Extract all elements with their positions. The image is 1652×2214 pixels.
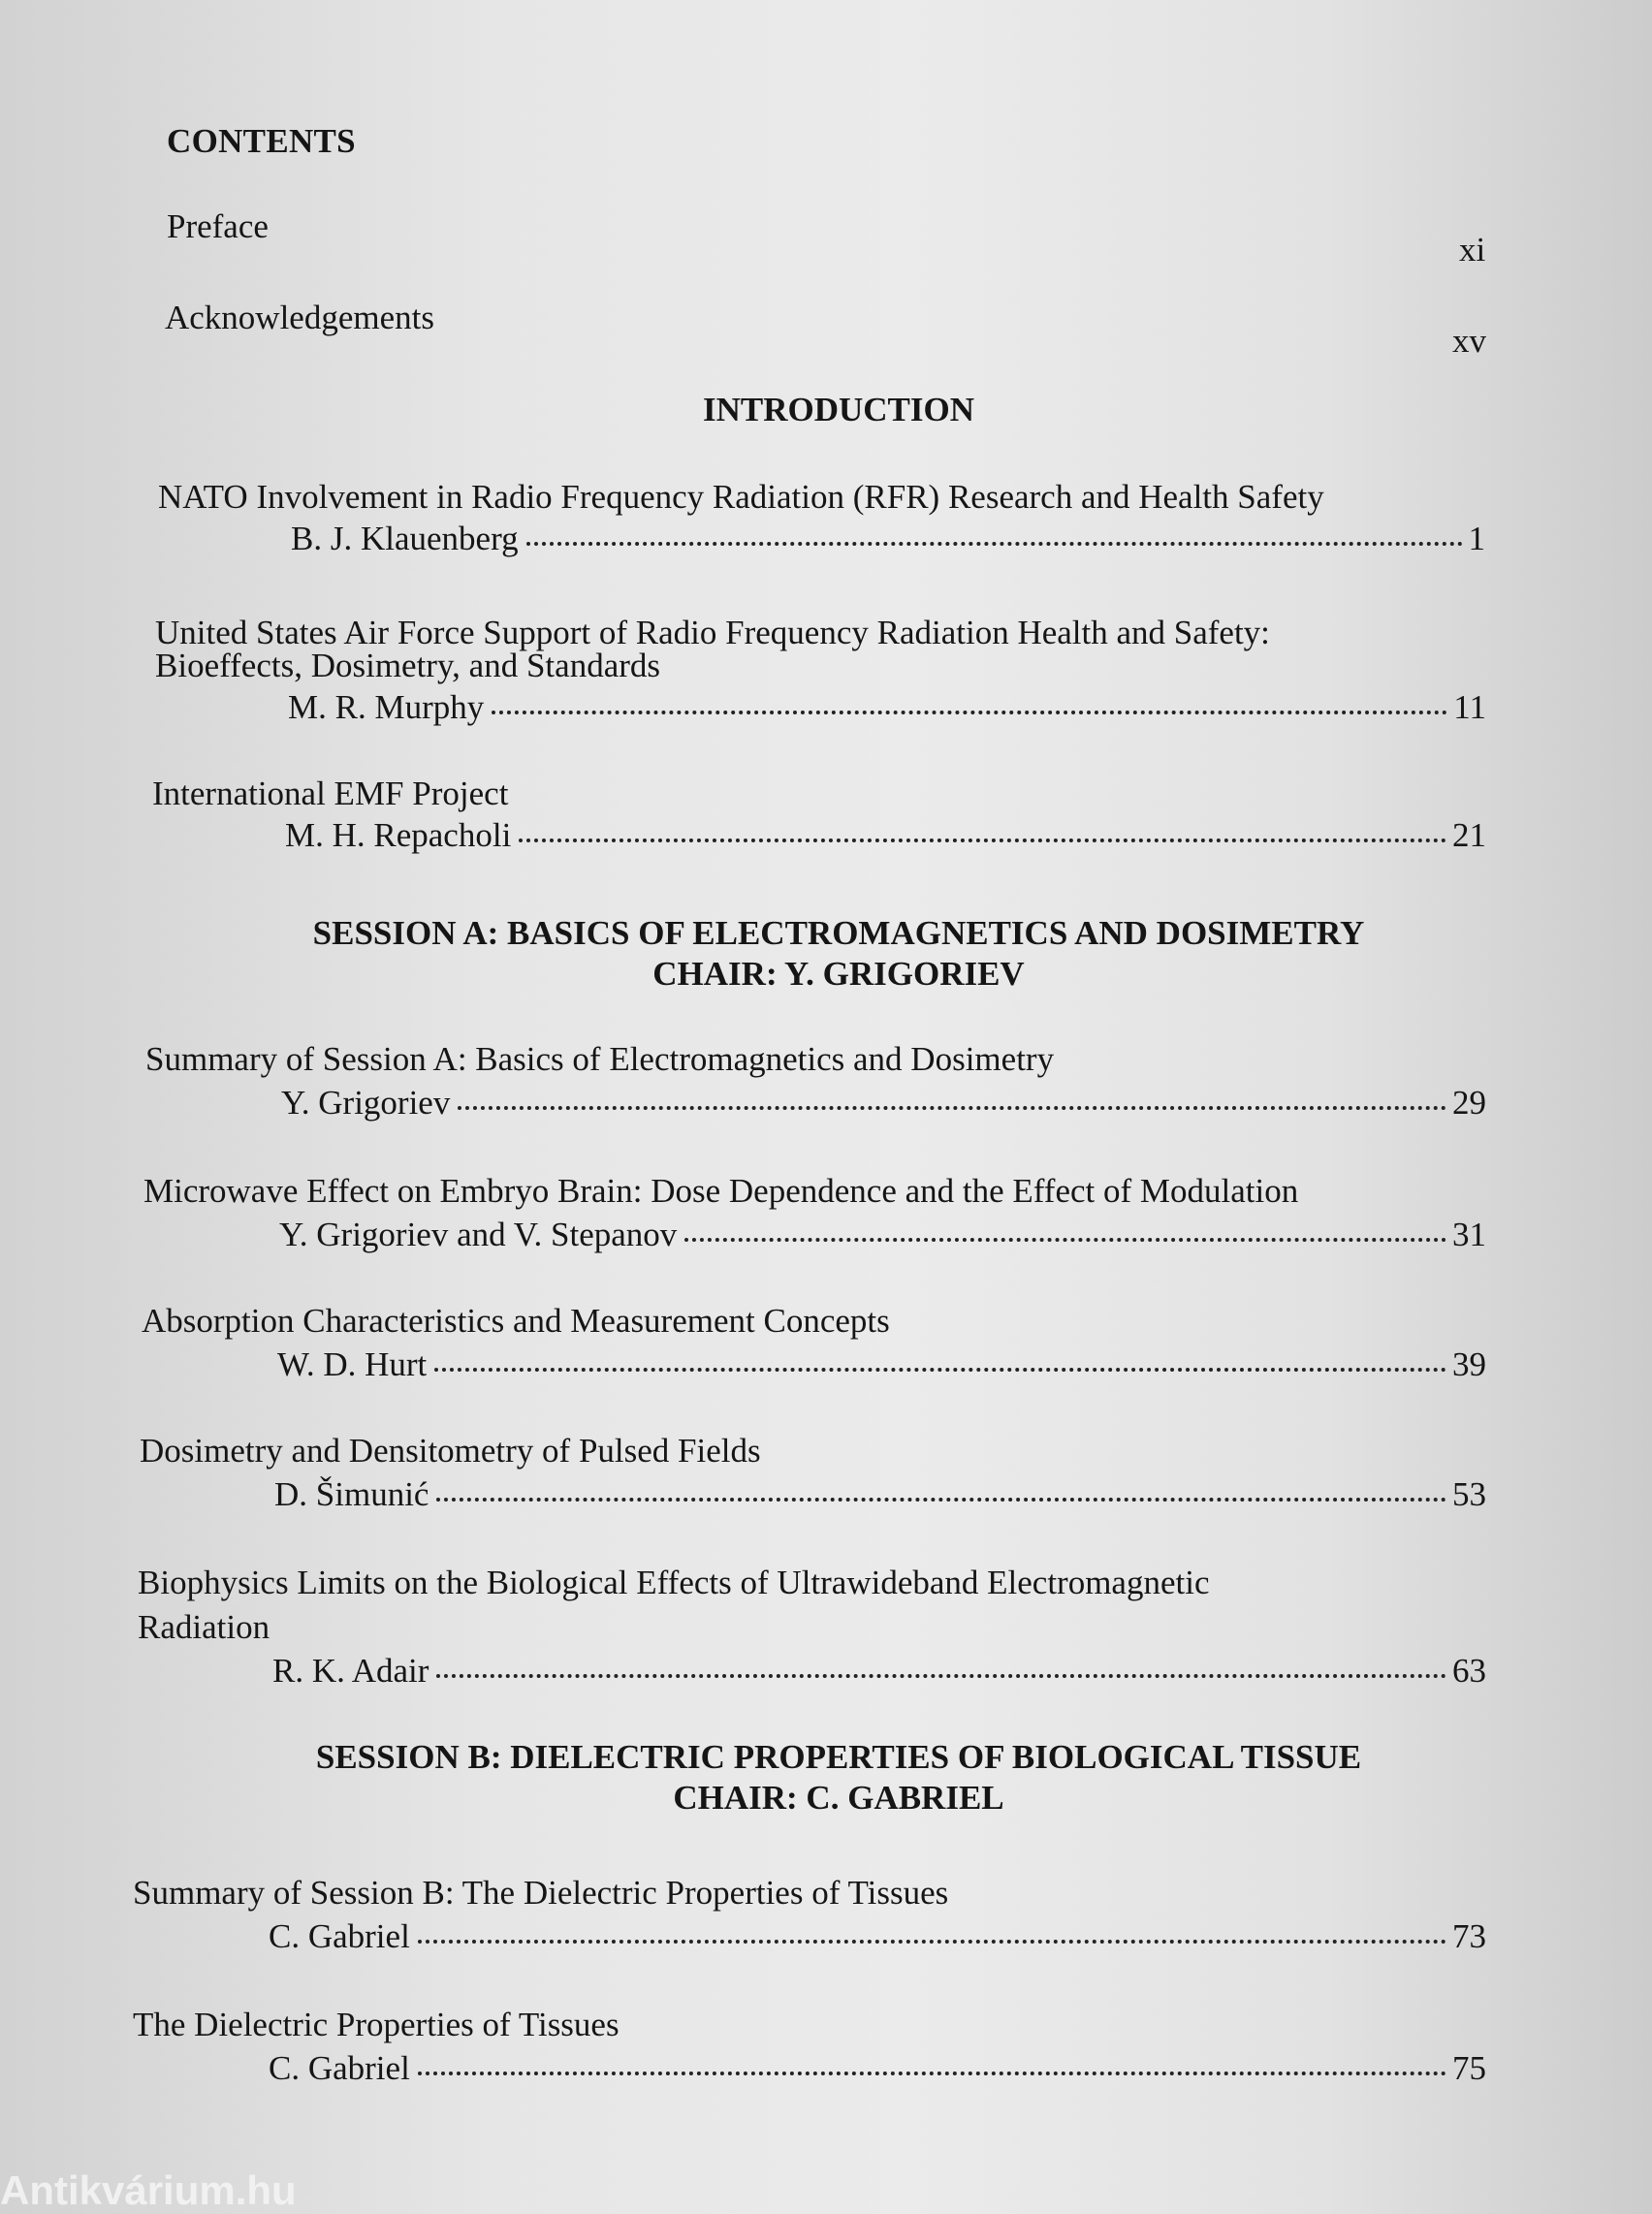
entry-title: Summary of Session B: The Dielectric Properties of Tissues [133, 1874, 949, 1912]
section-heading-introduction [136, 390, 1541, 430]
entry-title: International EMF Project [152, 775, 509, 812]
entry-author-row [279, 1214, 1486, 1256]
entry-author-row [274, 1473, 1486, 1516]
entry-title: Microwave Effect on Embryo Brain: Dose Dependence and the Effect of Modulation [143, 1172, 1299, 1210]
entry-title: Summary of Session A: Basics of Electromagnetics and Dosimetry [145, 1040, 1055, 1078]
dot-leader [436, 1674, 1446, 1678]
front-matter-page: xv [1452, 322, 1486, 360]
entry-page-number: 31 [1452, 1216, 1486, 1253]
dot-leader [434, 1368, 1446, 1372]
entry-author-row [277, 1344, 1486, 1386]
section-heading-session-a [136, 913, 1541, 995]
entry-title: Biophysics Limits on the Biological Effects of Ultrawideband Electromagnetic [138, 1564, 1210, 1601]
entry-page-number: 73 [1452, 1917, 1486, 1955]
dot-leader [418, 1940, 1446, 1944]
entry-author: R. K. Adair [272, 1652, 429, 1690]
dot-leader [436, 1498, 1446, 1502]
front-matter-title: Acknowledgements [165, 299, 434, 336]
entry-author-row [281, 1082, 1486, 1124]
dot-leader [526, 542, 1463, 546]
entry-title: NATO Involvement in Radio Frequency Radiation (RFR) Research and Health Safety [158, 478, 1324, 516]
entry-title: Dosimetry and Densitometry of Pulsed Fields [140, 1432, 761, 1470]
section-heading-line: CHAIR: C. GABRIEL [673, 1779, 1004, 1817]
entry-author: Y. Grigoriev [281, 1084, 451, 1122]
contents-heading: CONTENTS [167, 122, 356, 160]
watermark: Antikvárium.hu [0, 2167, 297, 2213]
entry-page-number: 11 [1453, 688, 1486, 726]
dot-leader [492, 711, 1447, 714]
entry-author: D. Šimunić [274, 1475, 429, 1513]
section-heading-line: CHAIR: Y. GRIGORIEV [652, 955, 1025, 993]
entry-title: Radiation [138, 1608, 270, 1646]
section-heading-line: SESSION A: BASICS OF ELECTROMAGNETICS AND DOSIMETRY [312, 914, 1365, 952]
entry-author: B. J. Klauenberg [291, 520, 519, 557]
entry-page-number: 75 [1452, 2049, 1486, 2087]
entry-author-row [269, 2047, 1486, 2090]
section-heading-line: SESSION B: DIELECTRIC PROPERTIES OF BIOLOGICAL TISSUE [315, 1738, 1362, 1776]
entry-author: W. D. Hurt [277, 1345, 428, 1383]
entry-page-number: 21 [1452, 816, 1486, 854]
section-heading-line: INTRODUCTION [702, 391, 975, 428]
entry-author-row [272, 1650, 1486, 1692]
entry-page-number: 1 [1468, 520, 1485, 557]
entry-page-number: 39 [1452, 1345, 1486, 1383]
entry-author: M. R. Murphy [288, 688, 485, 726]
entry-page-number: 63 [1452, 1652, 1486, 1690]
entry-author: M. H. Repacholi [285, 816, 512, 854]
entry-author: C. Gabriel [269, 2049, 410, 2087]
entry-page-number: 53 [1452, 1475, 1486, 1513]
front-matter-title: Preface [167, 207, 269, 245]
front-matter-page: xi [1459, 231, 1486, 269]
entry-author-row [269, 1915, 1486, 1958]
entry-title: Bioeffects, Dosimetry, and Standards [155, 647, 661, 684]
entry-title: United States Air Force Support of Radio Frequency Radiation Health and Safety: [155, 614, 1270, 651]
entry-author-row [285, 814, 1486, 857]
dot-leader [684, 1238, 1446, 1242]
entry-author: C. Gabriel [269, 1917, 410, 1955]
dot-leader [458, 1106, 1446, 1110]
dot-leader [418, 2072, 1446, 2075]
entry-author-row [288, 686, 1486, 729]
entry-title: The Dielectric Properties of Tissues [133, 2006, 620, 2043]
entry-author: Y. Grigoriev and V. Stepanov [279, 1216, 678, 1253]
entry-author-row [291, 518, 1485, 560]
dot-leader [519, 838, 1446, 842]
entry-page-number: 29 [1452, 1084, 1486, 1122]
section-heading-session-b [136, 1737, 1541, 1819]
entry-title: Absorption Characteristics and Measurement Concepts [142, 1302, 890, 1340]
